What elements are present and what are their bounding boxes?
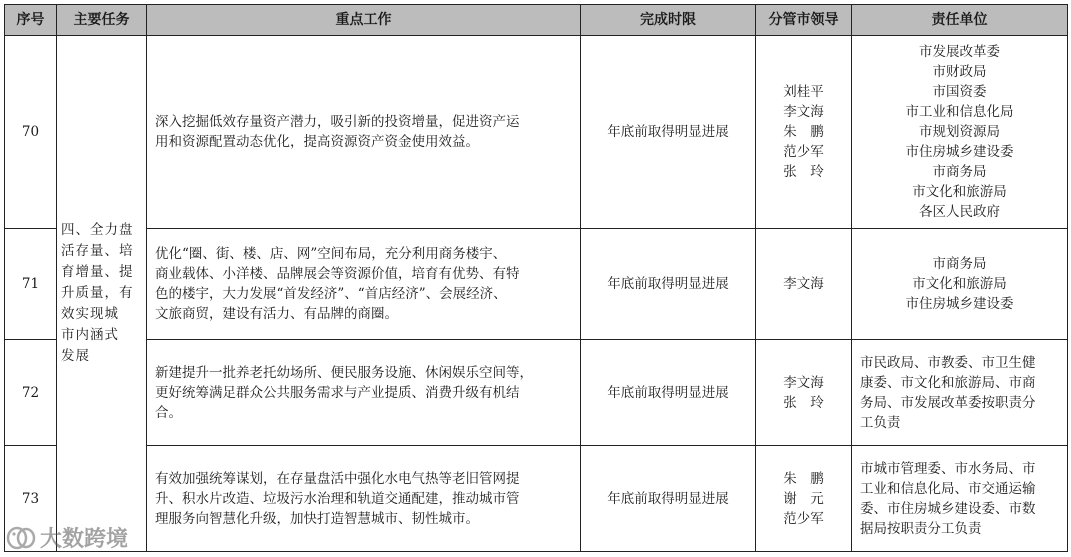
work-line: 合。 (155, 404, 182, 421)
unit-line: 市住房城乡建设委 (905, 296, 1014, 312)
leader-name: 朱 鹏 (783, 124, 824, 140)
row-seq: 71 (5, 229, 57, 340)
header-unit: 责任单位 (852, 5, 1068, 36)
unit-line: 康委、市文化和旅游局、市商 (860, 374, 1036, 391)
header-task: 主要任务 (57, 5, 147, 36)
task-line: 活存量、培 (61, 243, 134, 259)
work-line: 用和资源配置动态优化，提高资源资产资金使用效益。 (155, 134, 479, 150)
work-line: 更好统筹满足群众公共服务需求与产业提质、消费升级有机结 (155, 384, 520, 401)
leader-name: 朱 鹏 (783, 470, 824, 487)
unit-line: 市民政局、市教委、市卫生健 (860, 354, 1036, 371)
unit-line: 市商务局 (932, 164, 987, 180)
leader-name: 李文海 (783, 104, 824, 120)
leader-name: 谢 元 (783, 490, 824, 507)
task-table (4, 4, 1068, 552)
row-leaders (756, 340, 852, 446)
leader-name: 范少军 (783, 144, 824, 160)
row-seq: 73 (5, 446, 57, 552)
unit-line: 工业和信息化局、市交通运输 (860, 480, 1036, 497)
unit-line: 市文化和旅游局 (912, 276, 1007, 292)
task-line: 育增量、提 (61, 264, 134, 280)
work-line: 优化“圈、街、楼、店、网”空间布局，充分利用商务楼宇、 (155, 246, 507, 262)
unit-line: 市商务局 (932, 256, 987, 272)
header-leader: 分管市领导 (756, 5, 852, 36)
unit-line: 委、市住房城乡建设委、市数 (860, 500, 1036, 517)
table-row (5, 229, 1068, 340)
row-work (147, 446, 581, 552)
watermark-text: 大数跨境 (40, 527, 129, 552)
unit-line: 市城市管理委、市水务局、市 (860, 460, 1036, 477)
task-line: 市内涵式 (61, 327, 119, 343)
header-seq: 序号 (5, 5, 57, 36)
row-seq: 70 (5, 36, 57, 229)
table-row (5, 340, 1068, 446)
unit-line: 市发展改革委 (919, 44, 1000, 60)
work-line: 文旅商贸，建设有活力、有品牌的商圈。 (155, 306, 398, 322)
row-deadline: 年底前取得明显进展 (581, 446, 756, 552)
work-line: 新建提升一批养老托幼场所、便民服务设施、休闲娱乐空间等， (155, 364, 533, 381)
task-line: 四、全力盘 (61, 222, 134, 238)
row-units (852, 36, 1068, 229)
row-leaders (756, 229, 852, 340)
row-leaders (756, 36, 852, 229)
unit-line: 市国资委 (932, 84, 987, 100)
unit-line: 工负责 (860, 414, 901, 431)
watermark (6, 522, 128, 553)
task-line: 效实现城 (61, 306, 119, 322)
leader-name: 张 玲 (783, 394, 824, 411)
leader-name: 李文海 (783, 276, 824, 292)
header-row (5, 5, 1068, 36)
brand-logo-icon (6, 524, 36, 552)
header-work: 重点工作 (147, 5, 581, 36)
row-units (852, 446, 1068, 552)
unit-line: 务局、市发展改革委按职责分 (860, 394, 1036, 411)
work-line: 商业载体、小洋楼、品牌展会等资源价值，培育有优势、有特 (155, 266, 520, 282)
unit-line: 市规划资源局 (919, 124, 1000, 140)
row-deadline: 年底前取得明显进展 (581, 340, 756, 446)
main-task-cell (57, 36, 147, 552)
work-line: 有效加强统筹谋划，在存量盘活中强化水电气热等老旧管网提 (155, 470, 520, 487)
row-deadline: 年底前取得明显进展 (581, 36, 756, 229)
task-line: 发展 (61, 348, 90, 364)
unit-line: 市工业和信息化局 (905, 104, 1014, 120)
task-line: 升质量，有 (61, 285, 134, 301)
row-leaders (756, 446, 852, 552)
row-work (147, 36, 581, 229)
work-line: 理服务向智慧化升级，加快打造智慧城市、韧性城市。 (155, 510, 479, 527)
table-row (5, 36, 1068, 229)
table-row (5, 446, 1068, 552)
row-deadline: 年底前取得明显进展 (581, 229, 756, 340)
leader-name: 刘桂平 (783, 84, 824, 100)
row-seq: 72 (5, 340, 57, 446)
unit-line: 据局按职责分工负责 (860, 520, 982, 537)
header-deadline: 完成时限 (581, 5, 756, 36)
row-units (852, 229, 1068, 340)
unit-line: 市住房城乡建设委 (905, 144, 1014, 160)
unit-line: 各区人民政府 (919, 204, 1000, 220)
work-line: 色的楼宇，大力发展“首发经济”、“首店经济”、会展经济、 (155, 286, 507, 302)
row-work (147, 229, 581, 340)
row-units (852, 340, 1068, 446)
row-work (147, 340, 581, 446)
work-line: 深入挖掘低效存量资产潜力，吸引新的投资增量，促进资产运 (155, 114, 520, 130)
leader-name: 李文海 (783, 374, 824, 391)
work-line: 升、积水片改造、垃圾污水治理和轨道交通配建，推动城市管 (155, 490, 520, 507)
leader-name: 张 玲 (783, 164, 824, 180)
leader-name: 范少军 (783, 510, 824, 527)
unit-line: 市文化和旅游局 (912, 184, 1007, 200)
unit-line: 市财政局 (932, 64, 987, 80)
